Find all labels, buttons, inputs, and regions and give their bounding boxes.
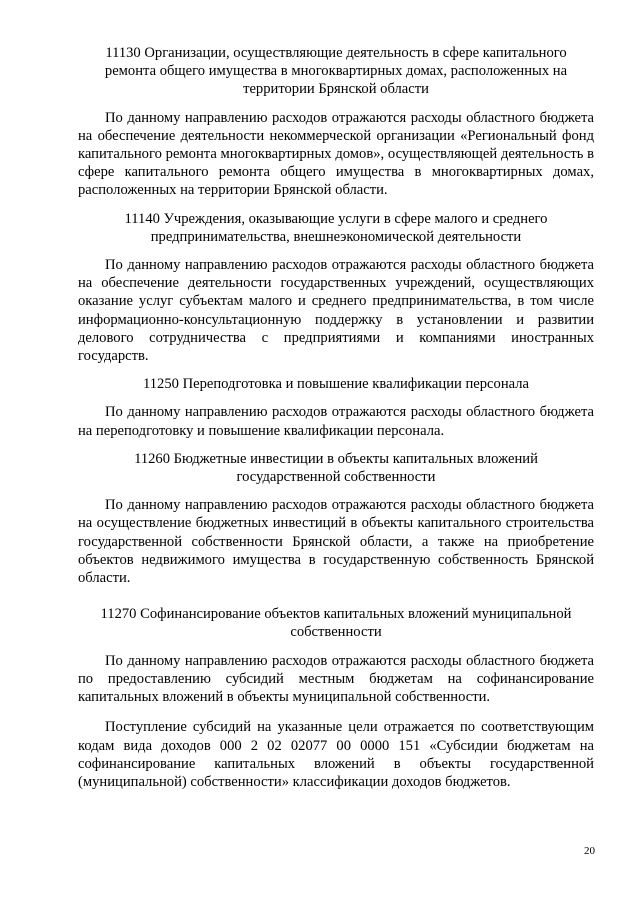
document-page: [78, 44, 594, 791]
section-heading-11140: 11140 Учреждения, оказывающие услуги в сфере малого и среднего предпринимательства, внешнеэкономической деятельности: [124, 210, 548, 245]
section-paragraph-11270-1: По данному направлению расходов отражаются расходы областного бюджета по предоставлению субсидий местным бюджетам на софинансирование капитальных вложений в объекты муниципальной собственности.: [78, 652, 594, 706]
section-paragraph-11130: По данному направлению расходов отражаются расходы областного бюджета на обеспечение деятельности некоммерческой организации «Региональный фонд капитального ремонта многоквартирных домов», осуществляющей деятельность в сфере капитального ремонта общего имущества в многоквартирных домах, расположенных на территории Брянской области.: [78, 109, 594, 199]
page-number: 20: [584, 845, 595, 857]
section-heading-11130: 11130 Организации, осуществляющие деятельность в сфере капитального ремонта общего имущества в многоквартирных домах, расположенных на территории Брянской области: [104, 45, 568, 98]
section-paragraph-11260: По данному направлению расходов отражаются расходы областного бюджета на осуществление бюджетных инвестиций в объекты капитального строительства государственной собственности Брянской области, а также на приобретение объектов недвижимого имущества в государственную собственность Брянской области.: [78, 497, 594, 587]
section-heading-11250: 11250 Переподготовка и повышение квалификации персонала: [142, 376, 530, 393]
section-heading-11270: 11270 Софинансирование объектов капитальных вложений муниципальной собственности: [100, 606, 572, 641]
section-paragraph-11140: По данному направлению расходов отражаются расходы областного бюджета на обеспечение деятельности государственных учреждений, осуществляющих оказание услуг субъектам малого и среднего предпринимательства, в том числе информационно-консультационную поддержку в установлении и развитии делового сотрудничества с предприятиями и компаниями иностранных государств.: [78, 257, 594, 365]
section-paragraph-11250: По данному направлению расходов отражаются расходы областного бюджета на переподготовку и повышение квалификации персонала.: [78, 404, 594, 439]
section-heading-11260: 11260 Бюджетные инвестиции в объекты капитальных вложений государственной собственности: [134, 450, 538, 486]
section-paragraph-11270-2: Поступление субсидий на указанные цели отражается по соответствующим кодам вида доходов 000 2 02 02077 00 0000 151 «Субсидии бюджетам на софинансирование капитальных вложений в объекты государственной (муниципальной) собственности» классификации доходов бюджетов.: [78, 719, 594, 790]
